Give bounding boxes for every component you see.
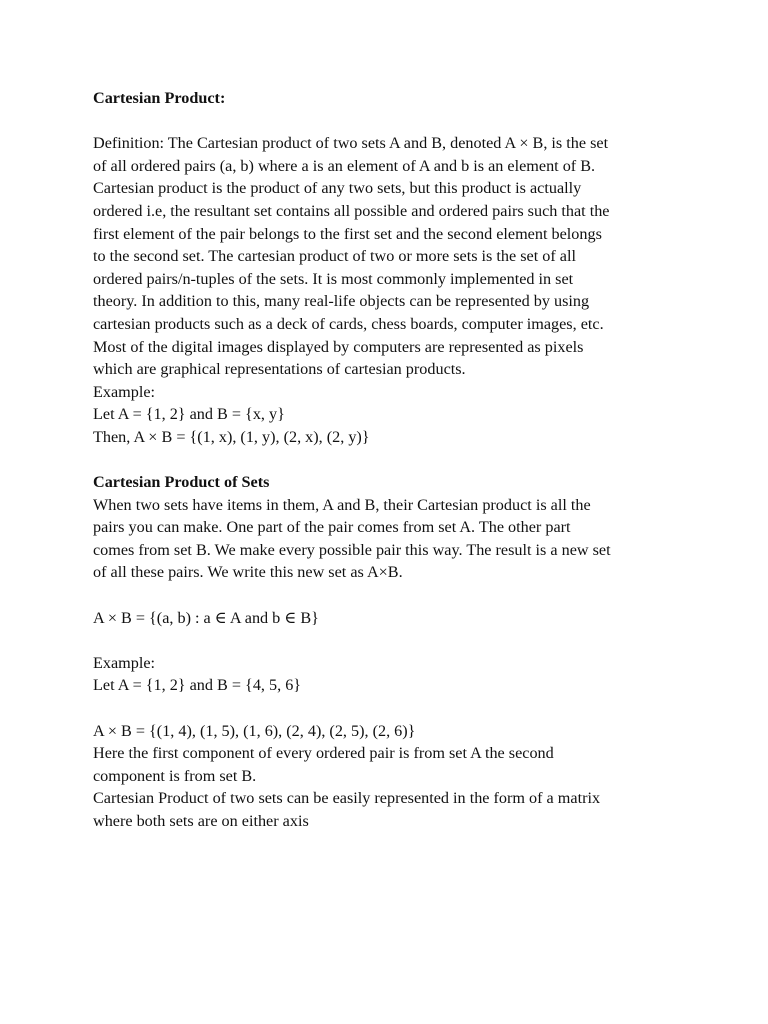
paragraph-line: first element of the pair belongs to the first set and the second element belongs [93,224,602,243]
paragraph-line: Most of the digital images displayed by computers are represented as pixels [93,337,584,356]
document-page [93,87,683,833]
intro-paragraph [93,494,683,584]
paragraph-line: of all these pairs. We write this new set as A×B. [93,563,403,582]
example-let-line: Let A = {1, 2} and B = {x, y} [93,405,285,424]
paragraph-line: When two sets have items in them, A and B, their Cartesian product is all the [93,495,591,514]
paragraph-line: Cartesian Product of two sets can be easily represented in the form of a matrix [93,789,601,808]
spacer [93,629,683,652]
set-builder-formula: A × B = {(a, b) : a ∈ A and b ∈ B} [93,608,319,627]
section-heading-cartesian-product: Cartesian Product: [93,89,226,107]
paragraph-line: to the second set. The cartesian product of two or more sets is the set of all [93,247,576,266]
spacer [93,449,683,472]
spacer [93,110,683,133]
definition-paragraph [93,132,683,381]
paragraph-line: Here the first component of every ordered pair is from set A the second [93,744,554,763]
paragraph-line: where both sets are on either axis [93,812,309,830]
spacer [93,697,683,720]
example-result-line: A × B = {(1, 4), (1, 5), (1, 6), (2, 4), (2, 5), (2, 6)} [93,721,416,740]
spacer [93,584,683,607]
paragraph-line: which are graphical representations of cartesian products. [93,360,466,379]
closing-paragraph [93,742,683,832]
paragraph-line: ordered i.e, the resultant set contains all possible and ordered pairs such that the [93,201,610,220]
example-label: Example: [93,653,156,672]
paragraph-line: ordered pairs/n-tuples of the sets. It is most commonly implemented in set [93,269,574,288]
paragraph-line: Definition: The Cartesian product of two sets A and B, denoted A × B, is the set [93,134,609,153]
paragraph-line: of all ordered pairs (a, b) where a is an element of A and b is an element of B. [93,156,596,175]
paragraph-line: component is from set B. [93,766,257,785]
example-let-line: Let A = {1, 2} and B = {4, 5, 6} [93,676,302,695]
paragraph-line: pairs you can make. One part of the pair comes from set A. The other part [93,518,571,537]
paragraph-line: theory. In addition to this, many real-life objects can be represented by using [93,292,590,311]
paragraph-line: cartesian products such as a deck of cards, chess boards, computer images, etc. [93,314,604,333]
paragraph-line: Cartesian product is the product of any two sets, but this product is actually [93,179,582,198]
paragraph-line: comes from set B. We make every possible pair this way. The result is a new set [93,540,611,559]
example-then-line: Then, A × B = {(1, x), (1, y), (2, x), (2, y)} [93,427,370,446]
section-heading-product-of-sets: Cartesian Product of Sets [93,473,270,492]
example-label: Example: [93,382,156,401]
